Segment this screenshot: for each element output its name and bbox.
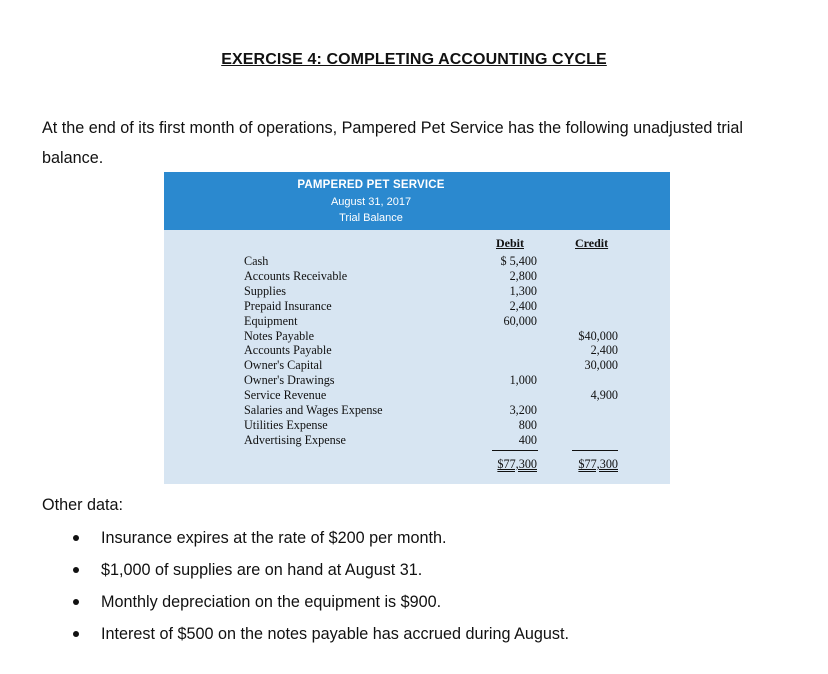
company-name: PAMPERED PET SERVICE bbox=[297, 179, 445, 191]
credit-amount bbox=[545, 418, 618, 433]
credit-amount: 30,000 bbox=[584, 358, 618, 373]
debit-amount: 1,000 bbox=[509, 373, 537, 388]
debit-amount: 1,300 bbox=[509, 283, 537, 298]
debit-amount bbox=[470, 358, 537, 373]
debit-amount: $ 5,400 bbox=[500, 254, 537, 268]
credit-amount: 4,900 bbox=[590, 388, 618, 403]
other-data-label: Other data: bbox=[42, 496, 123, 514]
account-name: Utilities Expense bbox=[244, 417, 328, 432]
debit-amount bbox=[470, 329, 537, 344]
list-item-text: Insurance expires at the rate of $200 per month. bbox=[101, 529, 447, 547]
debit-column-header: Debit bbox=[496, 236, 524, 250]
debit-total-rule bbox=[492, 450, 538, 451]
credit-amount bbox=[545, 433, 618, 448]
credit-amount bbox=[545, 373, 618, 388]
credit-amount bbox=[545, 284, 618, 299]
credit-amount bbox=[545, 299, 618, 314]
bullet-icon bbox=[73, 631, 79, 637]
credit-column-header: Credit bbox=[575, 236, 609, 250]
credit-amount bbox=[545, 254, 618, 269]
credit-amount: 2,400 bbox=[590, 343, 618, 358]
statement-title: Trial Balance bbox=[339, 212, 403, 224]
statement-date: August 31, 2017 bbox=[330, 196, 412, 208]
debit-amount: 3,200 bbox=[509, 403, 537, 418]
credit-amount: $40,000 bbox=[578, 328, 618, 343]
account-name: Accounts Receivable bbox=[244, 268, 348, 283]
debit-amount bbox=[470, 388, 537, 403]
bullet-icon bbox=[73, 567, 79, 573]
account-name: Cash bbox=[244, 254, 269, 268]
intro-paragraph: At the end of its first month of operations, Pampered Pet Service has the following unadjusted trial balance. bbox=[42, 119, 743, 167]
account-name: Accounts Payable bbox=[244, 343, 332, 358]
list-item-text: Monthly depreciation on the equipment is $900. bbox=[101, 593, 442, 611]
debit-column bbox=[470, 254, 537, 448]
trial-balance-header bbox=[164, 172, 670, 230]
account-name: Owner's Drawings bbox=[244, 373, 335, 388]
debit-amount: 2,800 bbox=[509, 268, 537, 283]
debit-amount: 2,400 bbox=[509, 298, 537, 313]
debit-amount bbox=[470, 343, 537, 358]
credit-column bbox=[545, 254, 618, 448]
debit-total: $77,300 bbox=[497, 457, 537, 471]
account-name: Salaries and Wages Expense bbox=[244, 403, 383, 418]
account-name: Owner's Capital bbox=[244, 358, 323, 373]
bullet-icon bbox=[73, 535, 79, 541]
credit-total-rule bbox=[572, 450, 618, 451]
account-name: Equipment bbox=[244, 313, 298, 328]
list-item-text: Interest of $500 on the notes payable has accrued during August. bbox=[101, 625, 569, 643]
credit-amount bbox=[545, 269, 618, 284]
account-name: Supplies bbox=[244, 283, 286, 298]
account-name: Notes Payable bbox=[244, 328, 315, 343]
bullet-icon bbox=[73, 599, 79, 605]
debit-amount: 400 bbox=[518, 432, 537, 447]
account-name: Advertising Expense bbox=[244, 432, 346, 447]
list-item-text: $1,000 of supplies are on hand at August 31. bbox=[101, 561, 423, 579]
debit-amount: 800 bbox=[518, 417, 537, 432]
debit-amount: 60,000 bbox=[503, 313, 537, 328]
credit-amount bbox=[545, 314, 618, 329]
account-list bbox=[244, 254, 383, 448]
credit-amount bbox=[545, 403, 618, 418]
account-name: Service Revenue bbox=[244, 388, 327, 403]
page-title: EXERCISE 4: COMPLETING ACCOUNTING CYCLE bbox=[221, 51, 607, 68]
account-name: Prepaid Insurance bbox=[244, 298, 332, 313]
credit-total: $77,300 bbox=[578, 457, 618, 471]
